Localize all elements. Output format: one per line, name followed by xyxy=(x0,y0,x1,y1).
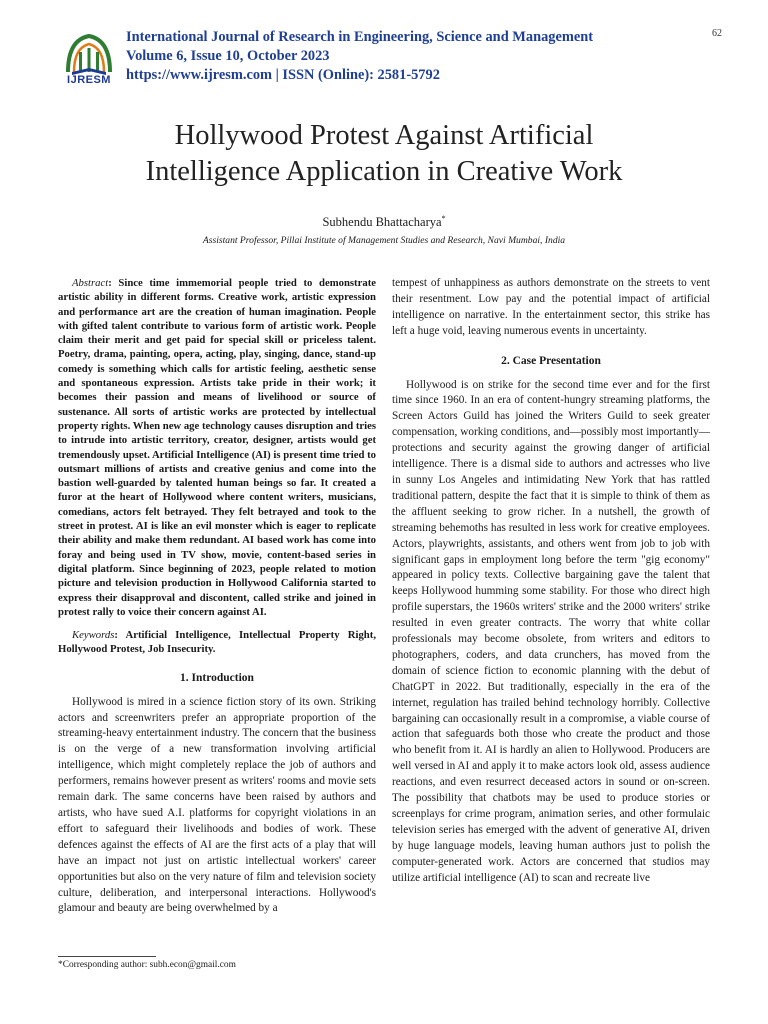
continued-paragraph: tempest of unhappiness as authors demonstrate on the streets to vent their resentment. Low pay and the potential impact of artificial intelligence on narrative. In the entertainment sector, this strike has left a huge void, leaving numerous events in uncertainty. xyxy=(392,277,710,337)
keywords-text: : Artificial Intelligence, Intellectual Property Right, Hollywood Protest, Job Insecurity. xyxy=(58,629,376,656)
abstract-text: : Since time immemorial people tried to demonstrate artistic ability in different forms. Creative work, artistic expression and performance art are the creation of human imagination. People with gifted talent contribute to various form of artistic work. People claim their merit and get paid for special skill or priceless talent. Poetry, drama, painting, opera, acting, play, singing, dance, stand-up comedy is something which calls for artistic feeling, aesthetic sense and spontaneous expression. Artists take pride in their work; it becomes their passion and means of livelihood or source of sustenance. All sorts of artistic works are protected by intellectual property rights. When new age technology causes disruption and tries to intrude into artistic territory, creator, designer, artists would get tremendously upset. Artificial Intelligence (AI) is present time tried to outsmart millions of artists and creative genius and come into the bastion well-guarded by talented human beings so far. It created a furor at the heart of Hollywood where content writers, musicians, comedians, actors felt betrayed. They felt betrayed and took to the street in protest. AI is like an evil monster which is eager to replicate their ability and make them redundant. AI based work has come into foray and being used in TV show, movie, content-based series in digital platform. Since beginning of 2023, people related to motion picture and television production in Hollywood California started to express their disapproval and discontent, called strike and joined in protest rally to voice their concern against AI. xyxy=(58,277,376,618)
title-line-2: Intelligence Application in Creative Work xyxy=(145,156,623,187)
author-name: Subhendu Bhattacharya xyxy=(322,215,442,230)
footnote: *Corresponding author: subh.econ@gmail.com xyxy=(58,960,236,970)
keywords-label: Keywords xyxy=(72,629,115,642)
right-column xyxy=(392,276,710,887)
case-presentation-paragraph: Hollywood is on strike for the second time ever and for the first time since 1960. In an era of content-hungry streaming platforms, the Screen Actors Guild has joined the Writers Guild to seek greater compensation, working conditions, and—possibly most importantly—protections and security against the growing danger of artificial intelligence. There is a dismal side to authors and actresses who live in sunny Los Angeles and intimidating New York that has rattled traditional pattern, despite the fact that it is simple to think of them as the affluent seeking to grow richer. In a nutshell, the growth of streaming behemoths has resulted in less work for creative employees. Actors, playwrights, assistants, and others went from job to job with significant gaps in employment long before the term "gig economy" appeared in policy texts. Collective bargaining gave the talent that keeps Hollywood humming some stability. For those who direct high profile superstars, the 1960s writers' strike and the 2000 writers' strike resulted in even greater contracts. The worry that white collar professionals may become obsolete, from writers and editors to photographers, coders, and data crunchers, has moved from the domain of science fiction to economic planning with the debut of ChatGPT in 2022. But traditionally, especially in the era of the internet, regulation has trailed behind technology horribly. Collective bargaining can occasionally result in a compromise, a viable course of action that safeguards both those who create the product and those who benefit from it. AI is hardly an alien to Hollywood. Producers are well versed in AI and apply it to make actors look old, assess audience reactions, and even resurrect deceased actors in sound or on-screen. The possibility that chatbots may be used to produce stories or screenplays for crime program, animation series, and other formulaic television series has emerged with the advent of generative AI, driven by huge language models, leaving human authors just to polish the computer-generated work. Actors are concerned that studios may utilize artificial intelligence (AI) to scan and recreate live xyxy=(392,378,710,884)
affiliation: Assistant Professor, Pillai Institute of Management Studies and Research, Navi Mumbai, India xyxy=(202,235,566,246)
author-line xyxy=(40,214,728,230)
volume-line: Volume 6, Issue 10, October 2023 xyxy=(126,48,330,64)
journal-info xyxy=(126,28,593,85)
abstract-label: Abstract xyxy=(72,277,109,289)
section-heading-introduction: 1. Introduction xyxy=(180,671,254,684)
journal-name: International Journal of Research in Engineering, Science and Management xyxy=(126,29,594,45)
page-number: 62 xyxy=(712,28,722,39)
keywords xyxy=(58,628,376,657)
footnote-divider xyxy=(58,956,156,957)
paper-title xyxy=(40,118,728,190)
introduction-paragraph: Hollywood is mired in a science fiction story of its own. Striking actors and screenwriters prefer an appropriate proportion of the streaming-heavy entertainment industry. The concern that the business is on the verge of a new transformation involving artificial intelligence, which might completely replace the job of authors and performers, remains however present as writers' rooms and movie sets remain dark. The same concerns have been raised by authors and artists, who have sued A.I. platforms for copyright violations in an effort to safeguard their livelihoods and bodies of work. These defences against the effects of AI are the first acts of a play that will have an impact not just on artistic intellectual workers' career opportunities but also on the very nature of film and television society culture, deliberation, and interpersonal interactions. Hollywood's glamour and beauty are being overwhelmed by a xyxy=(58,695,376,915)
logo-text: IJRESM xyxy=(67,74,111,86)
title-line-1: Hollywood Protest Against Artificial xyxy=(174,120,594,151)
section-heading-case-presentation: 2. Case Presentation xyxy=(501,354,601,367)
url-line: https://www.ijresm.com | ISSN (Online): 2581-5792 xyxy=(126,67,440,83)
author-mark: * xyxy=(441,214,446,223)
abstract xyxy=(58,276,376,619)
journal-header xyxy=(62,28,722,90)
left-column xyxy=(58,276,376,917)
